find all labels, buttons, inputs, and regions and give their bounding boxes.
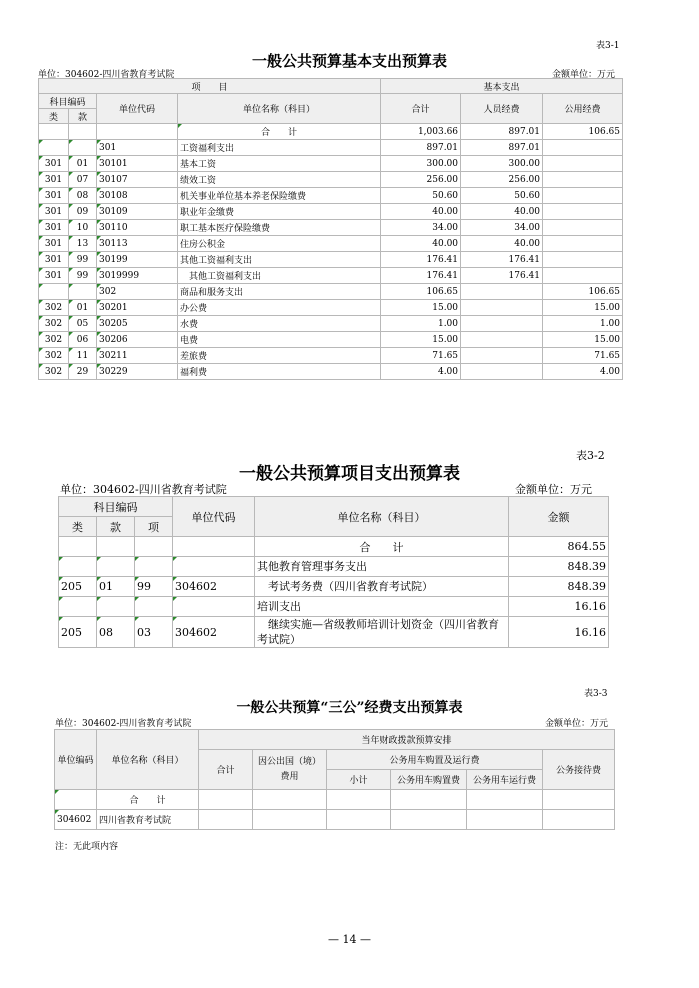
row-personnel: 40.00 xyxy=(461,204,543,220)
row-lei: 301 xyxy=(39,236,69,252)
row-xiang xyxy=(135,557,173,577)
total-label: 合 计 xyxy=(97,790,199,810)
row-xiang: 03 xyxy=(135,617,173,648)
row-total: 34.00 xyxy=(381,220,461,236)
table2 xyxy=(58,496,609,648)
row-public xyxy=(543,268,623,284)
table-row xyxy=(55,810,615,830)
row-unit-name: 培训支出 xyxy=(255,597,509,617)
row-lei: 301 xyxy=(39,172,69,188)
row-lei: 302 xyxy=(39,300,69,316)
row-personnel: 176.41 xyxy=(461,252,543,268)
row-total: 176.41 xyxy=(381,252,461,268)
row-kuan: 99 xyxy=(69,268,97,284)
total-label: 合 计 xyxy=(255,537,509,557)
table3-title: 一般公共预算“三公”经费支出预算表 xyxy=(236,700,463,716)
row-unit-code: 30199 xyxy=(97,252,178,268)
table1-currency: 金额单位：万元 xyxy=(552,70,616,80)
row-unit-name: 电费 xyxy=(178,332,381,348)
table-row xyxy=(59,557,609,577)
row-lei: 301 xyxy=(39,204,69,220)
row-unit-name: 差旅费 xyxy=(178,348,381,364)
row-unit-code: 30109 xyxy=(97,204,178,220)
header-unit-name: 单位名称（科目） xyxy=(178,94,381,124)
header-vehicle-purchase: 公务用车购置费 xyxy=(391,770,467,790)
table-row xyxy=(59,597,609,617)
row-unit-name: 绩效工资 xyxy=(178,172,381,188)
table3-note: 注：无此项内容 xyxy=(55,842,119,852)
row-xiang: 99 xyxy=(135,577,173,597)
table-row xyxy=(39,348,623,364)
row-public: 15.00 xyxy=(543,300,623,316)
row-unit-name: 四川省教育考试院 xyxy=(97,810,199,830)
row-amount: 848.39 xyxy=(509,557,609,577)
header-lei: 类 xyxy=(59,517,97,537)
header-current-year: 当年财政拨款预算安排 xyxy=(199,730,615,750)
row-unit-code: 304602 xyxy=(173,577,255,597)
header-total: 合计 xyxy=(199,750,253,790)
row-kuan: 07 xyxy=(69,172,97,188)
row-total: 4.00 xyxy=(381,364,461,380)
row-personnel xyxy=(461,332,543,348)
table2-unit: 单位：304602-四川省教育考试院 xyxy=(60,483,227,496)
total-personnel: 897.01 xyxy=(461,124,543,140)
row-lei: 302 xyxy=(39,316,69,332)
table3 xyxy=(54,729,615,830)
row-personnel: 34.00 xyxy=(461,220,543,236)
row-lei: 302 xyxy=(39,348,69,364)
row-public: 1.00 xyxy=(543,316,623,332)
row-lei xyxy=(59,557,97,577)
header-unit-name: 单位名称（科目） xyxy=(255,497,509,537)
row-total: 15.00 xyxy=(381,300,461,316)
row-total: 71.65 xyxy=(381,348,461,364)
row-public xyxy=(543,140,623,156)
row-personnel xyxy=(461,300,543,316)
row-kuan: 11 xyxy=(69,348,97,364)
table-row xyxy=(39,156,623,172)
header-vehicle-running: 公务用车运行费 xyxy=(467,770,543,790)
row-unit-code: 30113 xyxy=(97,236,178,252)
row-lei xyxy=(59,597,97,617)
header-amount: 金额 xyxy=(509,497,609,537)
row-total: 1.00 xyxy=(381,316,461,332)
page-number: — 14 — xyxy=(328,933,371,946)
row-lei: 301 xyxy=(39,268,69,284)
row-kuan: 01 xyxy=(69,300,97,316)
row-public: 4.00 xyxy=(543,364,623,380)
row-kuan xyxy=(69,284,97,300)
row-personnel: 897.01 xyxy=(461,140,543,156)
row-unit-name: 职工基本医疗保险缴费 xyxy=(178,220,381,236)
row-personnel: 256.00 xyxy=(461,172,543,188)
row-personnel: 300.00 xyxy=(461,156,543,172)
row-kuan: 05 xyxy=(69,316,97,332)
row-kuan: 01 xyxy=(97,577,135,597)
row-unit-code: 30108 xyxy=(97,188,178,204)
row-unit-code xyxy=(173,597,255,617)
table-row xyxy=(59,577,609,597)
row-unit-code: 30229 xyxy=(97,364,178,380)
row-kuan: 99 xyxy=(69,252,97,268)
row-lei: 301 xyxy=(39,188,69,204)
table1-unit: 单位：304602-四川省教育考试院 xyxy=(38,70,175,80)
row-total: 40.00 xyxy=(381,236,461,252)
row-unit-name: 工资福利支出 xyxy=(178,140,381,156)
row-public xyxy=(543,252,623,268)
table3-currency: 金额单位：万元 xyxy=(545,719,609,729)
row-personnel: 176.41 xyxy=(461,268,543,284)
total-sum: 1,003.66 xyxy=(381,124,461,140)
table2-currency: 金额单位：万元 xyxy=(515,483,592,496)
row-unit-code: 30206 xyxy=(97,332,178,348)
table2-tag: 表3-2 xyxy=(576,449,605,462)
row-total: 106.65 xyxy=(381,284,461,300)
row-total: 300.00 xyxy=(381,156,461,172)
header-kuan: 款 xyxy=(69,109,97,124)
row-unit-name: 办公费 xyxy=(178,300,381,316)
row-kuan: 29 xyxy=(69,364,97,380)
table-row xyxy=(39,204,623,220)
row-kuan: 01 xyxy=(69,156,97,172)
row-lei: 302 xyxy=(39,332,69,348)
row-amount: 16.16 xyxy=(509,597,609,617)
total-label: 合 计 xyxy=(178,124,381,140)
row-total: 50.60 xyxy=(381,188,461,204)
row-unit-name: 商品和服务支出 xyxy=(178,284,381,300)
row-unit-code: 302 xyxy=(97,284,178,300)
header-public: 公用经费 xyxy=(543,94,623,124)
row-lei: 205 xyxy=(59,577,97,597)
row-personnel xyxy=(461,348,543,364)
row-public: 15.00 xyxy=(543,332,623,348)
table-row xyxy=(39,172,623,188)
row-public xyxy=(543,204,623,220)
total-public: 106.65 xyxy=(543,124,623,140)
table-row-total xyxy=(59,537,609,557)
table-row xyxy=(39,364,623,380)
row-public xyxy=(543,220,623,236)
row-unit-code: 301 xyxy=(97,140,178,156)
table3-unit: 单位：304602-四川省教育考试院 xyxy=(55,719,192,729)
row-unit-name: 住房公积金 xyxy=(178,236,381,252)
header-lei: 类 xyxy=(39,109,69,124)
row-unit-name: 继续实施—省级教师培训计划资金（四川省教育考试院） xyxy=(255,617,509,648)
row-unit-code: 30110 xyxy=(97,220,178,236)
table2-title: 一般公共预算项目支出预算表 xyxy=(239,464,460,484)
header-unit-code: 单位代码 xyxy=(97,94,178,124)
row-personnel: 40.00 xyxy=(461,236,543,252)
row-total: 256.00 xyxy=(381,172,461,188)
row-lei: 205 xyxy=(59,617,97,648)
table-row xyxy=(39,252,623,268)
header-unit-name: 单位名称（科目） xyxy=(97,730,199,790)
total-amount: 864.55 xyxy=(509,537,609,557)
row-personnel xyxy=(461,364,543,380)
row-unit-code: 30101 xyxy=(97,156,178,172)
header-kuan: 款 xyxy=(97,517,135,537)
row-public xyxy=(543,188,623,204)
row-public xyxy=(543,156,623,172)
table-row-total xyxy=(39,124,623,140)
row-kuan: 06 xyxy=(69,332,97,348)
table-row xyxy=(39,140,623,156)
header-unit-code: 单位代码 xyxy=(173,497,255,537)
table1-tag: 表3-1 xyxy=(596,41,620,51)
table-row xyxy=(39,300,623,316)
row-kuan xyxy=(69,140,97,156)
row-amount: 16.16 xyxy=(509,617,609,648)
table-row xyxy=(39,188,623,204)
header-xiang: 项 xyxy=(135,517,173,537)
row-public: 71.65 xyxy=(543,348,623,364)
row-lei: 301 xyxy=(39,220,69,236)
row-unit-name: 其他教育管理事务支出 xyxy=(255,557,509,577)
table-row xyxy=(39,236,623,252)
table1-title: 一般公共预算基本支出预算表 xyxy=(251,52,447,70)
table-row xyxy=(39,220,623,236)
row-public: 106.65 xyxy=(543,284,623,300)
table-row xyxy=(39,268,623,284)
row-unit-name: 其他工资福利支出 xyxy=(178,268,381,284)
row-lei: 301 xyxy=(39,252,69,268)
row-unit-code: 30107 xyxy=(97,172,178,188)
header-abroad: 因公出国（境）费用 xyxy=(253,750,327,790)
table-row xyxy=(59,617,609,648)
row-kuan: 08 xyxy=(69,188,97,204)
table-row xyxy=(39,316,623,332)
row-unit-code: 304602 xyxy=(173,617,255,648)
header-subtotal: 小计 xyxy=(327,770,391,790)
row-unit-code: 30201 xyxy=(97,300,178,316)
row-unit-name: 基本工资 xyxy=(178,156,381,172)
header-personnel: 人员经费 xyxy=(461,94,543,124)
row-public xyxy=(543,236,623,252)
row-unit-name: 机关事业单位基本养老保险缴费 xyxy=(178,188,381,204)
table1 xyxy=(38,78,623,380)
header-total: 合计 xyxy=(381,94,461,124)
row-total: 40.00 xyxy=(381,204,461,220)
row-xiang xyxy=(135,597,173,617)
header-unit-code: 单位编码 xyxy=(55,730,97,790)
row-unit-name: 其他工资福利支出 xyxy=(178,252,381,268)
row-kuan xyxy=(97,557,135,577)
row-unit-name: 福利费 xyxy=(178,364,381,380)
row-lei xyxy=(39,140,69,156)
row-unit-code: 30211 xyxy=(97,348,178,364)
row-lei xyxy=(39,284,69,300)
row-kuan: 10 xyxy=(69,220,97,236)
header-basic-expenditure: 基本支出 xyxy=(381,79,623,94)
table-row-total xyxy=(55,790,615,810)
row-lei: 301 xyxy=(39,156,69,172)
row-personnel xyxy=(461,284,543,300)
row-amount: 848.39 xyxy=(509,577,609,597)
row-lei: 302 xyxy=(39,364,69,380)
row-total: 15.00 xyxy=(381,332,461,348)
row-unit-name: 水费 xyxy=(178,316,381,332)
row-total: 176.41 xyxy=(381,268,461,284)
row-unit-code: 304602 xyxy=(55,810,97,830)
row-unit-code xyxy=(173,557,255,577)
table-row xyxy=(39,332,623,348)
row-personnel: 50.60 xyxy=(461,188,543,204)
row-kuan: 09 xyxy=(69,204,97,220)
header-vehicle: 公务用车购置及运行费 xyxy=(327,750,543,770)
table-row xyxy=(39,284,623,300)
row-total: 897.01 xyxy=(381,140,461,156)
row-kuan xyxy=(97,597,135,617)
header-subject-code: 科目编码 xyxy=(59,497,173,517)
row-personnel xyxy=(461,316,543,332)
row-unit-code: 3019999 xyxy=(97,268,178,284)
row-public xyxy=(543,172,623,188)
header-reception: 公务接待费 xyxy=(543,750,615,790)
row-unit-name: 考试考务费（四川省教育考试院） xyxy=(255,577,509,597)
row-unit-name: 职业年金缴费 xyxy=(178,204,381,220)
table3-tag: 表3-3 xyxy=(584,689,608,699)
row-kuan: 13 xyxy=(69,236,97,252)
header-subject-code: 科目编码 xyxy=(39,94,97,109)
header-project: 项 目 xyxy=(39,79,381,94)
row-kuan: 08 xyxy=(97,617,135,648)
row-unit-code: 30205 xyxy=(97,316,178,332)
